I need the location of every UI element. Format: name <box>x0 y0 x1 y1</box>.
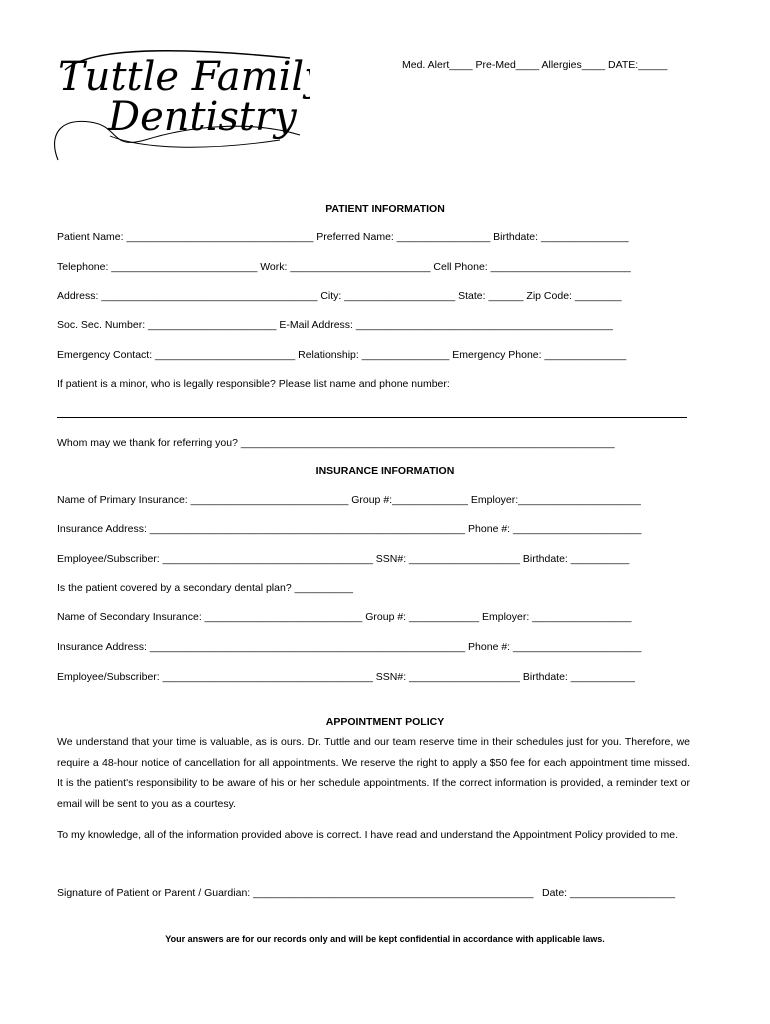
telephone-line[interactable]: Telephone: _________________________ Work: ________________________ Cell Phone: ________________________ <box>57 261 631 273</box>
insurance-info-heading: INSURANCE INFORMATION <box>315 465 455 477</box>
emergency-contact-line[interactable]: Emergency Contact: ________________________ Relationship: _______________ Emergency Phone: ______________ <box>57 349 627 361</box>
secondary-insurance-address-line[interactable]: Insurance Address: ______________________________________________________ Phone #: ______________________ <box>57 641 642 653</box>
primary-subscriber-line[interactable]: Employee/Subscriber: ____________________________________ SSN#: ___________________ Birthdate: __________ <box>57 553 630 565</box>
logo-script-graphic <box>50 40 310 165</box>
acknowledgement-text: To my knowledge, all of the information provided above is correct. I have read and understand the Appointment Policy provided to me. <box>57 829 679 841</box>
ssn-email-line[interactable]: Soc. Sec. Number: ______________________ E-Mail Address: ____________________________________________ <box>57 319 613 331</box>
patient-info-heading: PATIENT INFORMATION <box>325 203 445 215</box>
logo-line-2: Dentistry <box>108 94 297 140</box>
referral-line[interactable]: Whom may we thank for referring you? ________________________________________________________________ <box>57 437 615 449</box>
signature-date-line[interactable]: Date: __________________ <box>542 887 676 899</box>
logo-line-1: Tuttle Family <box>58 54 310 100</box>
appointment-policy-text: We understand that your time is valuable, as is ours. Dr. Tuttle and our team reserve time in their schedules just for you. Therefore, we require a 48-hour notice of cancellation for all appointments. We reserve the right to apply a $50 fee for each appointment time missed. It is the patient's responsibility to be aware of his or her schedule appointments. If the correct information is provided, a reminder text or email will be sent to you as a courtesy. <box>57 736 690 810</box>
primary-insurance-line[interactable]: Name of Primary Insurance: ___________________________ Group #:_____________ Employer:_____________________ <box>57 494 641 506</box>
office-use-fields[interactable]: Med. Alert____ Pre-Med____ Allergies____ DATE:_____ <box>402 59 668 71</box>
minor-responsible-question: If patient is a minor, who is legally responsible? Please list name and phone number: <box>57 378 450 390</box>
address-line[interactable]: Address: _____________________________________ City: ___________________ State: ______ Zip Code: ________ <box>57 290 622 302</box>
secondary-insurance-line[interactable]: Name of Secondary Insurance: ___________________________ Group #: ____________ Employer: _________________ <box>57 611 632 623</box>
patient-name-line[interactable]: Patient Name: ________________________________ Preferred Name: ________________ Birthdate: _______________ <box>57 231 629 243</box>
primary-insurance-address-line[interactable]: Insurance Address: ______________________________________________________ Phone #: ______________________ <box>57 523 642 535</box>
responsible-party-blank[interactable] <box>57 417 687 418</box>
practice-logo <box>50 40 310 165</box>
secondary-plan-question[interactable]: Is the patient covered by a secondary dental plan? __________ <box>57 582 353 594</box>
appointment-policy-heading: APPOINTMENT POLICY <box>325 716 445 728</box>
secondary-subscriber-line[interactable]: Employee/Subscriber: ____________________________________ SSN#: ___________________ Birthdate: ___________ <box>57 671 636 683</box>
signature-line[interactable]: Signature of Patient or Parent / Guardian: ________________________________________________ <box>57 887 534 899</box>
confidentiality-footer: Your answers are for our records only and will be kept confidential in accordance with applicable laws. <box>165 934 605 944</box>
